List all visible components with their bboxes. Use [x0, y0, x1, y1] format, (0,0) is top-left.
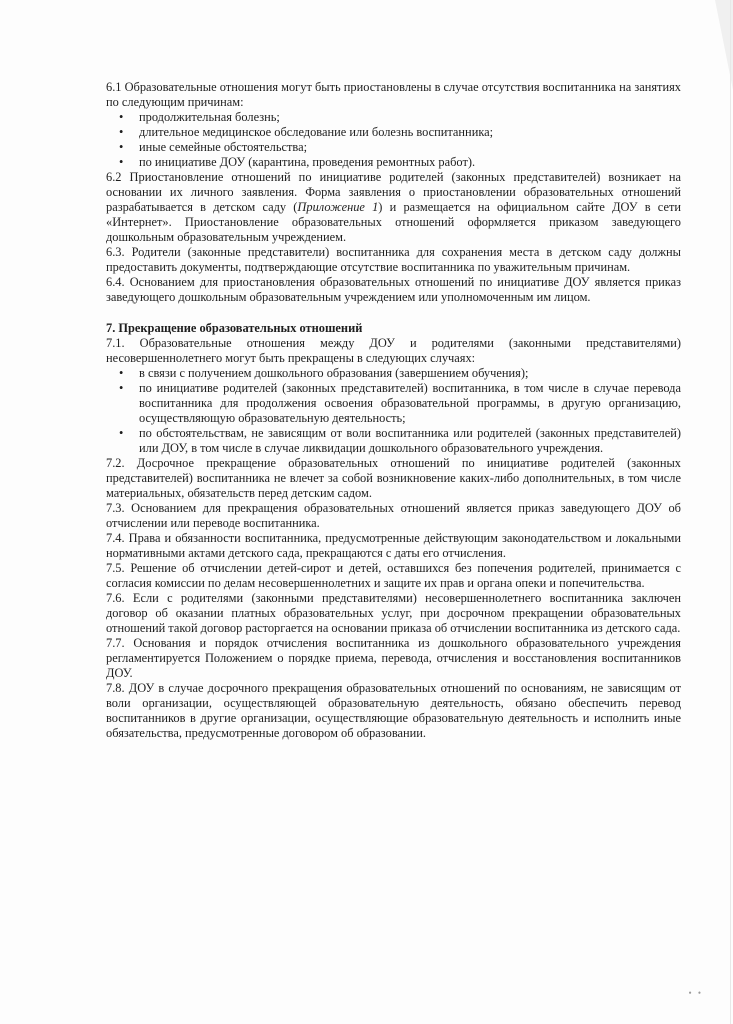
list-item: • длительное медицинское обследование или болезнь воспитанника;	[139, 125, 681, 140]
section-6-2	[106, 170, 681, 245]
section-6-3: 6.3. Родители (законные представители) воспитанника для сохранения места в детском саду должны предоставить документы, подтверждающие отсутствие воспитанника по уважительным причинам.	[106, 245, 681, 274]
list-item: • иные семейные обстоятельства;	[139, 140, 681, 155]
section-7-heading: 7. Прекращение образовательных отношений	[106, 321, 363, 335]
section-7-5: 7.5. Решение об отчислении детей-сирот и детей, оставшихся без попечения родителей, принимается с согласия комиссии по делам несовершеннолетних и защите их прав и органа опеки и попечительства.	[106, 561, 681, 590]
list-item: • по инициативе ДОУ (карантина, проведения ремонтных работ).	[139, 155, 681, 170]
section-7-2: 7.2. Досрочное прекращение образовательных отношений по инициативе родителей (законных представителей) воспитанника не влечет за собой возникновение каких-либо дополнительных, в том числе материальных, обязательств перед детским садом.	[106, 456, 681, 500]
section-7-3: 7.3. Основанием для прекращения образовательных отношений является приказ заведующего ДОУ об отчислении или переводе воспитанника.	[106, 501, 681, 530]
appendix-reference: Приложение 1	[297, 200, 379, 214]
section-7-1: 7.1. Образовательные отношения между ДОУ и родителями (законными представителями) несовершеннолетнего могут быть прекращены в следующих случаях:	[106, 336, 681, 365]
list-item: • по инициативе родителей (законных представителей) воспитанника, в том числе в случае перевода воспитанника для продолжения освоения образовательной программы, в другую организацию, осуществляющую образовательную деятельность;	[139, 381, 681, 426]
document-body	[106, 80, 681, 741]
section-6-2-text-a: 6.2 Приостановление отношений по инициативе родителей (законных представителей) возникает на основании их личного заявления. Форма заявления о приостановлении образовательных отношений разрабатывается в детском саду (	[106, 170, 681, 214]
list-item: • продолжительная болезнь;	[139, 110, 681, 125]
section-7-7: 7.7. Основания и порядок отчисления воспитанника из дошкольного образовательного учреждения регламентируется Положением о порядке приема, перевода, отчисления и восстановления воспитанников ДОУ.	[106, 636, 681, 680]
page-edge-shadow	[730, 0, 731, 1024]
section-6-2-text-b: ) и размещается на официальном сайте ДОУ в сети «Интернет». Приостановление образовательных отношений оформляется приказом заведующего дошкольным образовательным учреждением.	[106, 200, 681, 244]
section-7-6: 7.6. Если с родителями (законными представителями) несовершеннолетнего воспитанника заключен договор об оказании платных образовательных услуг, при досрочном прекращении образовательных отношений такой договор расторгается на основании приказа об отчислении воспитанника из детского сада.	[106, 591, 681, 635]
section-7-1-list	[106, 366, 681, 456]
list-item: • по обстоятельствам, не зависящим от воли воспитанника или родителей (законных представителей) или ДОУ, в том числе в случае ликвидации дошкольного образовательного учреждения.	[139, 426, 681, 456]
section-6-4: 6.4. Основанием для приостановления образовательных отношений по инициативе ДОУ является приказ заведующего дошкольным образовательным учреждением или уполномоченным им лицом.	[106, 275, 681, 304]
section-6-1: 6.1 Образовательные отношения могут быть приостановлены в случае отсутствия воспитанника на занятиях по следующим причинам:	[106, 80, 681, 109]
section-7-8: 7.8. ДОУ в случае досрочного прекращения образовательных отношений по основаниям, не зависящим от воли организации, осуществляющей образовательную деятельность, обязано обеспечить перевод воспитанников в другие организации, осуществляющие образовательную деятельность и исполнить иные обязательства, предусмотренные договором об образовании.	[106, 681, 681, 740]
section-6-1-list	[106, 110, 681, 170]
section-7-4: 7.4. Права и обязанности воспитанника, предусмотренные действующим законодательством и локальными нормативными актами детского сада, прекращаются с даты его отчисления.	[106, 531, 681, 560]
scan-artifact: • •	[688, 988, 703, 998]
list-item: • в связи с получением дошкольного образования (завершением обучения);	[139, 366, 681, 381]
